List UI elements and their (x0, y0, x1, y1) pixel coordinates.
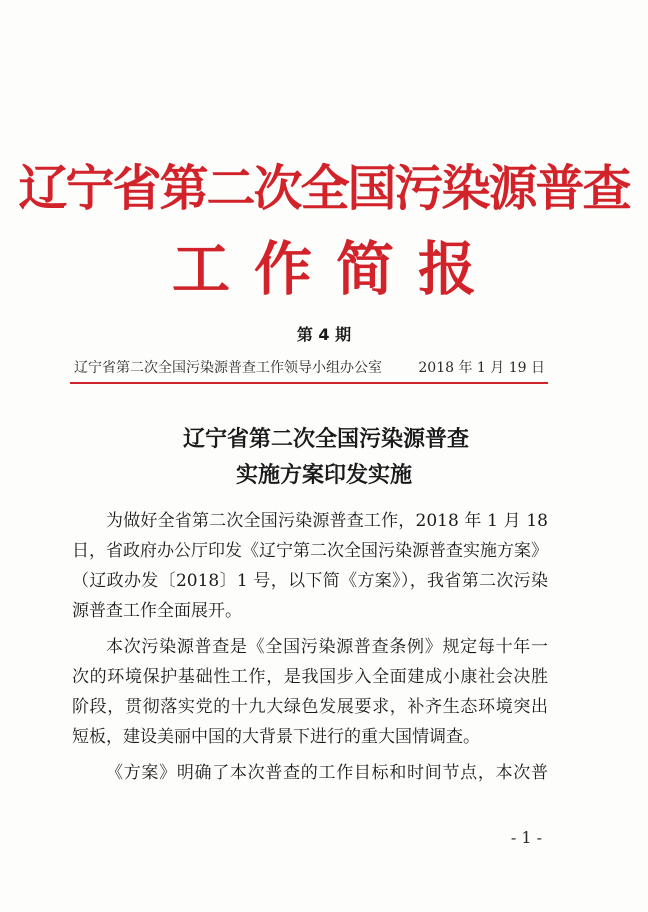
text-line: 日，省政府办公厅印发《辽宁第二次全国污染源普查实施方案》 (72, 541, 548, 561)
text-line: 本次污染源普查是《全国污染源普查条例》规定每十年一 (106, 637, 548, 657)
article-title-line1: 辽宁省第二次全国污染源普查 (182, 426, 469, 452)
text-line: 次的环境保护基础性工作，是我国步入全面建成小康社会决胜 (72, 667, 548, 687)
paragraph (72, 506, 548, 626)
masthead-subtitle: 工作简报 (171, 235, 500, 303)
issue-number: 第 4 期 (296, 325, 352, 344)
paragraph (72, 758, 548, 788)
paragraph (72, 632, 548, 752)
issue-date: 2018 年 1 月 19 日 (418, 360, 545, 376)
text-line: （辽政办发〔2018〕1 号，以下简《方案》），我省第二次污染 (72, 571, 548, 591)
article-title-line2: 实施方案印发实施 (235, 462, 412, 488)
page-number: - 1 - (510, 828, 542, 847)
text-line: 为做好全省第二次全国污染源普查工作，2018 年 1 月 18 (106, 511, 548, 531)
masthead-title: 辽宁省第二次全国污染源普查 (18, 159, 630, 217)
text-line: 短板，建设美丽中国的大背景下进行的重大国情调查。 (72, 727, 480, 747)
issuing-office: 辽宁省第二次全国污染源普查工作领导小组办公室 (74, 360, 382, 376)
text-line: 源普查工作全面展开。 (72, 601, 242, 621)
header-divider (70, 382, 548, 384)
text-line: 阶段，贯彻落实党的十九大绿色发展要求，补齐生态环境突出 (72, 697, 548, 717)
article-body (72, 506, 548, 794)
text-line: 《方案》明确了本次普查的工作目标和时间节点，本次普 (106, 763, 548, 783)
